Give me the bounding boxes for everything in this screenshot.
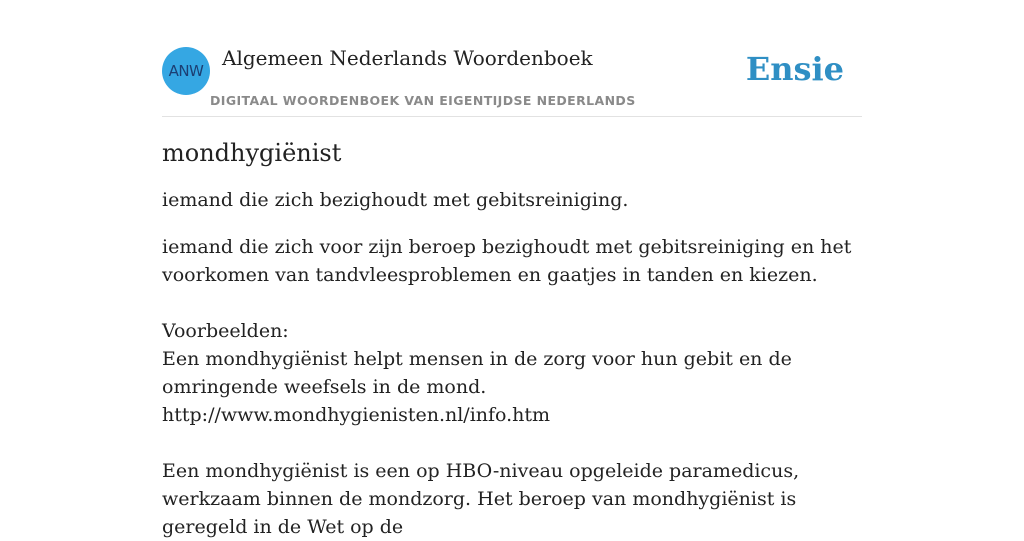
anw-logo[interactable]: ANW (162, 47, 210, 95)
site-title[interactable]: Algemeen Nederlands Woordenboek (222, 46, 593, 70)
entry-content (162, 135, 862, 541)
example-text: Een mondhygiënist is een op HBO-niveau opgeleide paramedicus, werkzaam binnen de mondzorg. Het beroep van mondhygiënist is geregeld in de Wet op de (162, 460, 800, 538)
short-definition: iemand die zich bezighoudt met gebitsreiniging. (162, 189, 629, 211)
long-definition-block (162, 233, 862, 541)
spacer (162, 289, 862, 317)
site-header (162, 44, 862, 117)
long-definition: iemand die zich voor zijn beroep bezighoudt met gebitsreiniging en het voorkomen van tandvleesproblemen en gaatjes in tanden en kiezen. (162, 236, 852, 286)
example-text: Een mondhygiënist helpt mensen in de zorg voor hun gebit en de omringende weefsels in de mond. (162, 348, 792, 398)
ensie-brand-link[interactable]: Ensie (745, 50, 844, 88)
example-source-link[interactable]: http://www.mondhygienisten.nl/info.htm (162, 404, 551, 426)
entry-headword: mondhygiënist (162, 139, 342, 167)
spacer (162, 429, 862, 457)
site-subtitle: DIGITAAL WOORDENBOEK VAN EIGENTIJDSE NEDERLANDS (210, 93, 636, 108)
examples-label: Voorbeelden: (162, 320, 289, 342)
